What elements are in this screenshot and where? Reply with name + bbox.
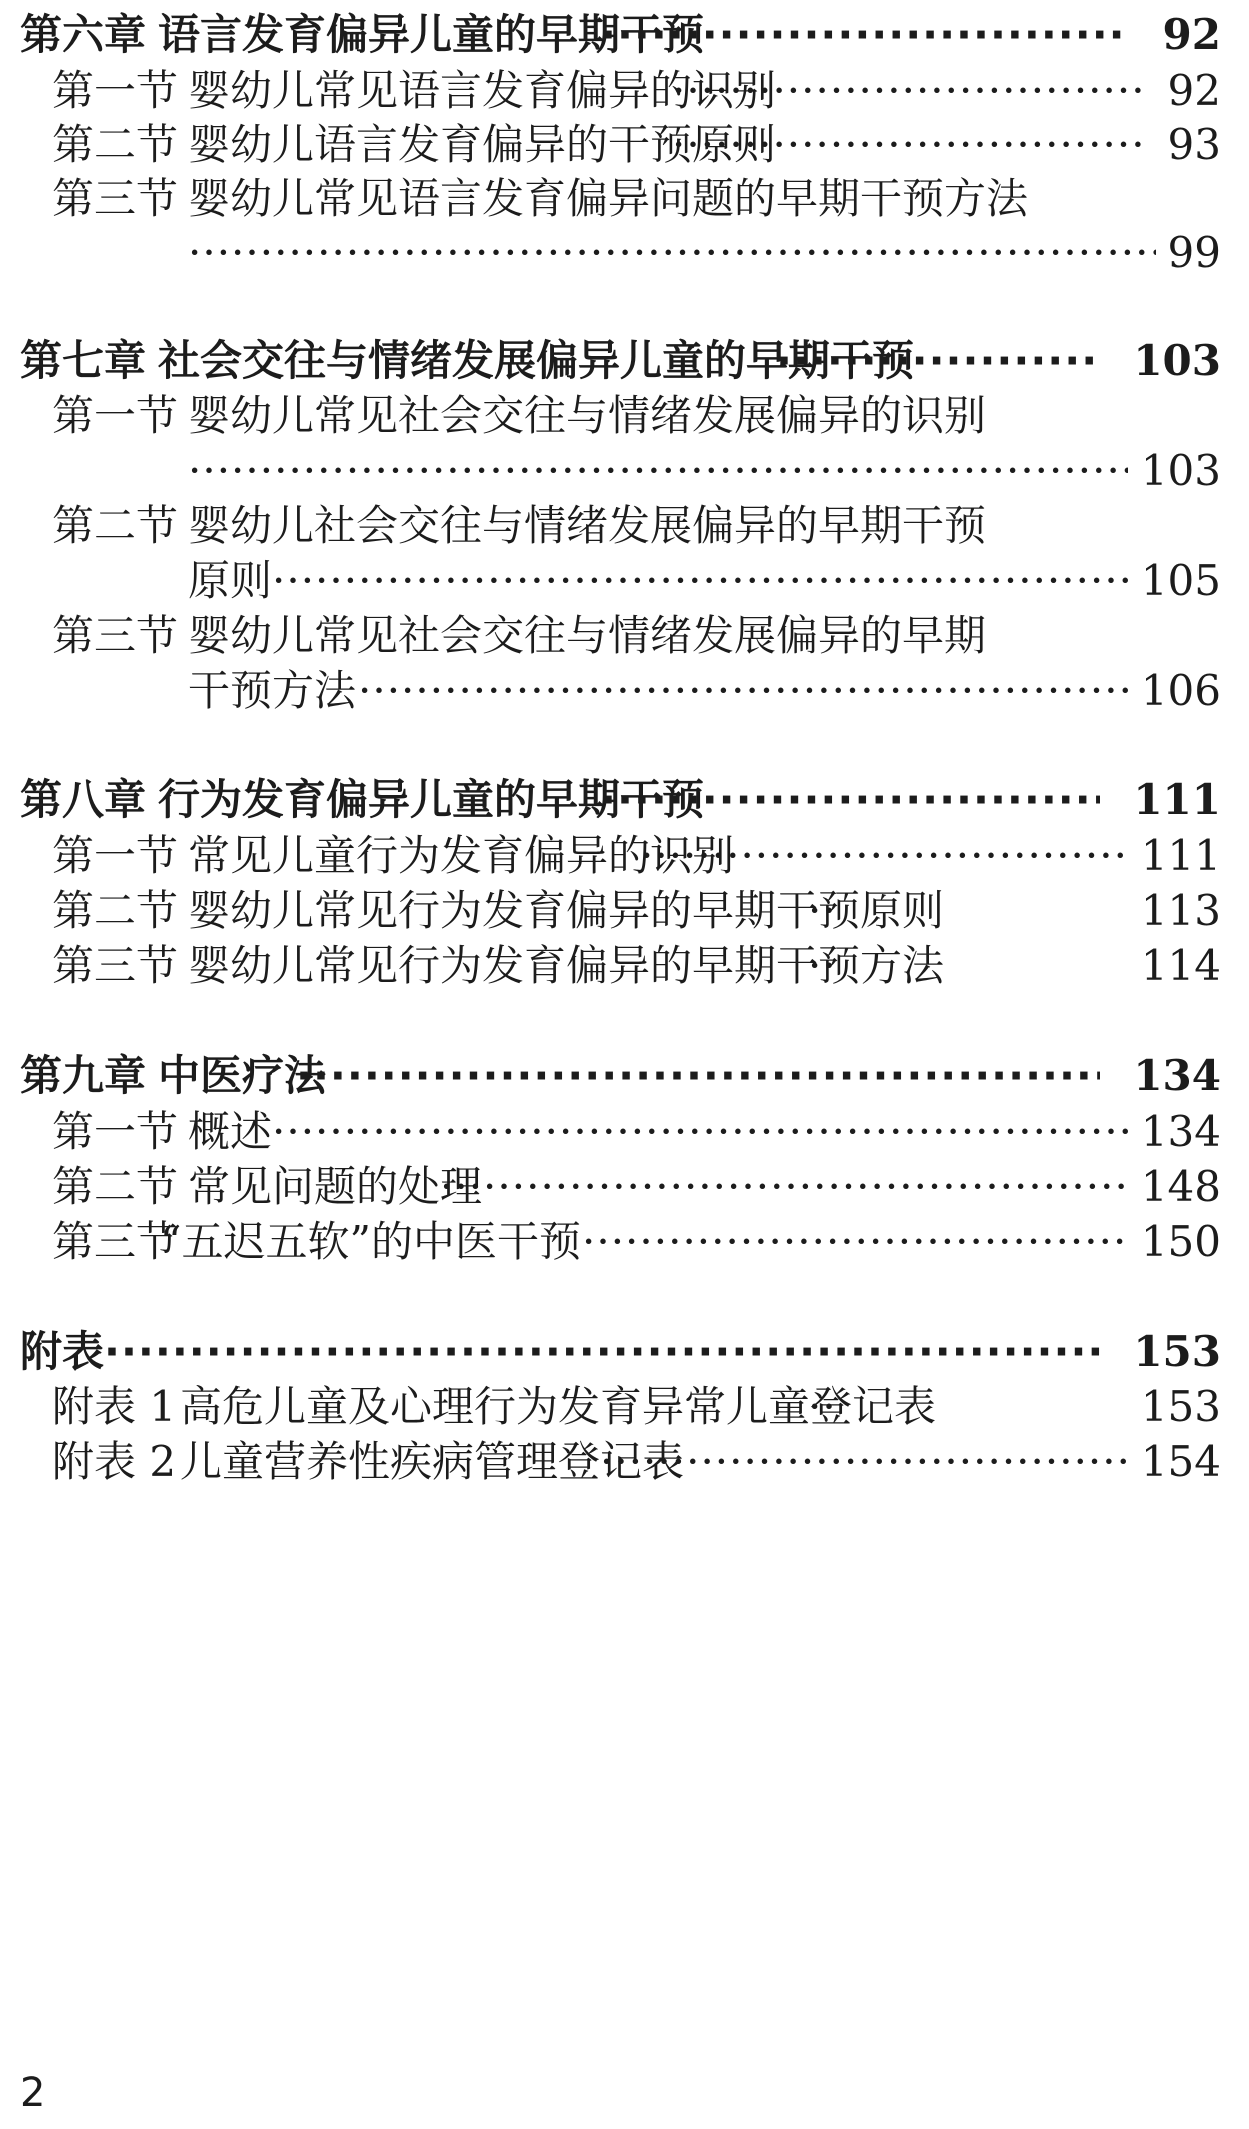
toc-section[interactable]	[0, 1207, 1249, 1277]
section-label: 第三节	[52, 174, 179, 223]
chapter-label: 第九章	[20, 1051, 147, 1100]
dot-leader	[188, 218, 1156, 288]
section-label: 第三节	[52, 611, 179, 660]
section-title: 婴幼儿常见行为发育偏异的早期干预原则	[188, 886, 945, 935]
dot-leader	[582, 1207, 1128, 1277]
page-number: 150	[1140, 1217, 1221, 1266]
section-label: 第二节	[52, 120, 179, 169]
chapter-label: 第七章	[20, 336, 147, 385]
page-number: 153	[1133, 1327, 1221, 1376]
page-number: 114	[1140, 941, 1221, 990]
appendix-title: 附表	[20, 1327, 105, 1376]
section-label: 第三节	[52, 1217, 179, 1266]
page-folio: 2	[20, 2070, 46, 2116]
page-number: 134	[1140, 1107, 1221, 1156]
section-title: 常见问题的处理	[188, 1162, 483, 1211]
page-number: 111	[1140, 831, 1221, 880]
section-label: 第一节	[52, 66, 179, 115]
page-number: 154	[1140, 1437, 1221, 1486]
section-label: 第三节	[52, 941, 179, 990]
section-title: 婴幼儿常见行为发育偏异的早期干预方法	[188, 941, 945, 990]
section-label: 第二节	[52, 1162, 179, 1211]
section-label: 第一节	[52, 1107, 179, 1156]
chapter-title: 行为发育偏异儿童的早期干预	[158, 775, 705, 824]
section-title-continued: 原则	[188, 556, 273, 605]
chapter-title: 语言发育偏异儿童的早期干预	[158, 10, 705, 59]
section-title: 常见儿童行为发育偏异的识别	[188, 831, 735, 880]
dot-leader	[808, 931, 838, 1001]
appendix-item-label: 附表 2	[52, 1437, 177, 1486]
section-title-continued: 干预方法	[188, 666, 357, 715]
appendix-item-title: 高危儿童及心理行为发育异常儿童登记表	[180, 1382, 937, 1431]
section-title: 婴幼儿语言发育偏异的干预原则	[188, 120, 777, 169]
toc-appendix-item[interactable]	[0, 1427, 1249, 1497]
toc-section-continuation[interactable]	[0, 656, 1249, 726]
page-number: 134	[1133, 1051, 1221, 1100]
page-number: 92	[1162, 10, 1221, 59]
section-title: “五迟五软”的中医干预	[160, 1217, 581, 1266]
page-number: 111	[1133, 775, 1221, 824]
section-label: 第一节	[52, 831, 179, 880]
page-number: 99	[1167, 228, 1221, 277]
chapter-label: 第八章	[20, 775, 147, 824]
section-title: 婴幼儿常见语言发育偏异的识别	[188, 66, 777, 115]
section-label: 第二节	[52, 501, 179, 550]
page-number: 106	[1140, 666, 1221, 715]
appendix-item-label: 附表 1	[52, 1382, 177, 1431]
page-number: 103	[1140, 446, 1221, 495]
section-title: 婴幼儿常见语言发育偏异问题的早期干预方法	[188, 174, 1029, 223]
page-number: 93	[1167, 120, 1221, 169]
section-title: 概述	[188, 1107, 273, 1156]
chapter-title: 社会交往与情绪发展偏异儿童的早期干预	[158, 336, 915, 385]
section-title: 婴幼儿常见社会交往与情绪发展偏异的识别	[188, 391, 987, 440]
dot-leader	[358, 656, 1128, 726]
toc-section-continuation[interactable]	[0, 218, 1249, 288]
appendix-item-title: 儿童营养性疾病管理登记表	[180, 1437, 685, 1486]
toc-section[interactable]	[0, 931, 1249, 1001]
chapter-title: 中医疗法	[158, 1051, 327, 1100]
page-number: 105	[1140, 556, 1221, 605]
section-title: 婴幼儿社会交往与情绪发展偏异的早期干预	[188, 501, 987, 550]
chapter-label: 第六章	[20, 10, 147, 59]
page-number: 113	[1140, 886, 1221, 935]
section-label: 第二节	[52, 886, 179, 935]
page-number: 148	[1140, 1162, 1221, 1211]
page-number: 153	[1140, 1382, 1221, 1431]
section-label: 第一节	[52, 391, 179, 440]
dot-leader	[600, 1427, 1126, 1497]
page-number: 92	[1167, 66, 1221, 115]
section-title: 婴幼儿常见社会交往与情绪发展偏异的早期	[188, 611, 987, 660]
page-number: 103	[1133, 336, 1221, 385]
